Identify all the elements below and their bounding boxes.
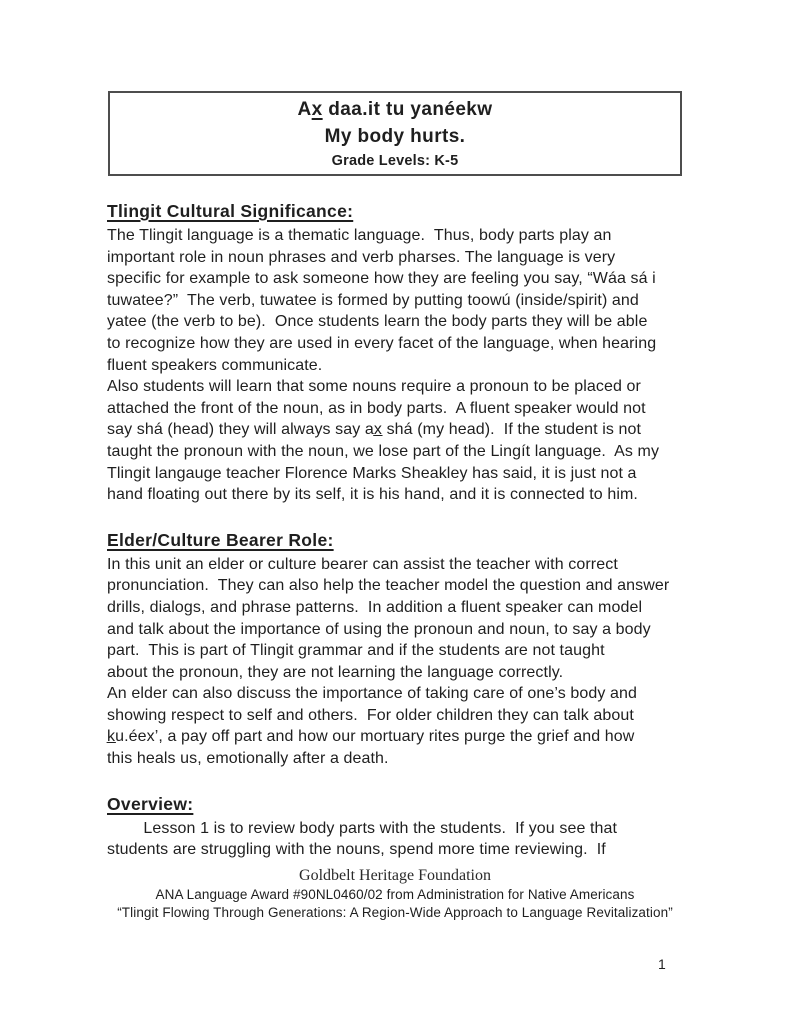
title-tlingit-post: daa.it tu yanéekw xyxy=(322,99,493,120)
grade-levels: Grade Levels: K-5 xyxy=(331,153,459,169)
section-heading: Tlingit Cultural Significance: xyxy=(107,201,354,221)
text-line: hand floating out there by its self, it is his hand, and it is connected to him. xyxy=(107,486,638,504)
text-line: Tlingit langauge teacher Florence Marks Sheakley has said, it is just not a xyxy=(107,464,637,482)
text-line: showing respect to self and others. For older children they can talk about xyxy=(107,706,634,724)
footer-award-line: ANA Language Award #90NL0460/02 from Administration for Native Americans xyxy=(155,887,635,902)
footer-organization: Goldbelt Heritage Foundation xyxy=(299,867,491,884)
footer-project-quote: “Tlingit Flowing Through Generations: A Region-Wide Approach to Language Revitalization” xyxy=(117,905,673,920)
text-line: specific for example to ask someone how they are feeling you say, “Wáa sá i xyxy=(107,270,656,288)
paragraph xyxy=(107,225,685,376)
section-elder-culture-bearer-role xyxy=(107,529,685,770)
paragraph xyxy=(107,376,685,506)
text-line: to recognize how they are used in every facet of the language, when hearing xyxy=(107,334,657,352)
text-line: fluent speakers communicate. xyxy=(107,356,323,374)
paragraph xyxy=(107,818,685,861)
text-line: yatee (the verb to be). Once students learn the body parts they will be able xyxy=(107,313,648,331)
text-line: important role in noun phrases and verb pharses. The language is very xyxy=(107,248,616,266)
text-line: students are struggling with the nouns, spend more time reviewing. If xyxy=(107,841,606,859)
title-tlingit xyxy=(110,96,680,123)
page-number: 1 xyxy=(658,956,666,972)
text-line: In this unit an elder or culture bearer can assist the teacher with correct xyxy=(107,555,618,573)
text-line: about the pronoun, they are not learning the language correctly. xyxy=(107,663,564,681)
text-line: k̲u.éex’, a pay off part and how our mortuary rites purge the grief and how xyxy=(107,728,635,746)
text-line: tuwatee?” The verb, tuwatee is formed by putting toowú (inside/spirit) and xyxy=(107,291,639,309)
text-line: taught the pronoun with the noun, we lose part of the Lingít language. As my xyxy=(107,442,660,460)
text-line: An elder can also discuss the importance of taking care of one’s body and xyxy=(107,685,637,703)
paragraph xyxy=(107,683,685,769)
text-line: part. This is part of Tlingit grammar and if the students are not taught xyxy=(107,642,605,660)
text-line: The Tlingit language is a thematic language. Thus, body parts play an xyxy=(107,227,612,244)
text-line: Also students will learn that some nouns require a pronoun to be placed or xyxy=(107,378,641,396)
title-tlingit-pre: A xyxy=(297,99,312,120)
text-line: attached the front of the noun, as in body parts. A fluent speaker would not xyxy=(107,399,646,417)
title-box xyxy=(108,91,682,176)
section-heading: Elder/Culture Bearer Role: xyxy=(107,529,334,550)
text-line: Lesson 1 is to review body parts with the students. If you see that xyxy=(107,819,618,837)
page-footer xyxy=(95,866,695,922)
document-body xyxy=(107,200,685,861)
text-line: pronunciation. They can also help the teacher model the question and answer xyxy=(107,577,670,595)
section-heading: Overview: xyxy=(107,793,194,814)
title-tlingit-underlined-x: x xyxy=(311,99,323,120)
section-tlingit-cultural-significance xyxy=(107,200,685,506)
text-line: say shá (head) they will always say ax̲ shá (my head). If the student is not xyxy=(107,421,642,439)
section-overview xyxy=(107,793,685,861)
text-line: and talk about the importance of using the pronoun and noun, to say a body xyxy=(107,620,651,638)
paragraph xyxy=(107,554,685,684)
title-english: My body hurts. xyxy=(324,126,466,147)
text-line: this heals us, emotionally after a death. xyxy=(107,750,389,768)
text-line: drills, dialogs, and phrase patterns. In addition a fluent speaker can model xyxy=(107,598,643,616)
